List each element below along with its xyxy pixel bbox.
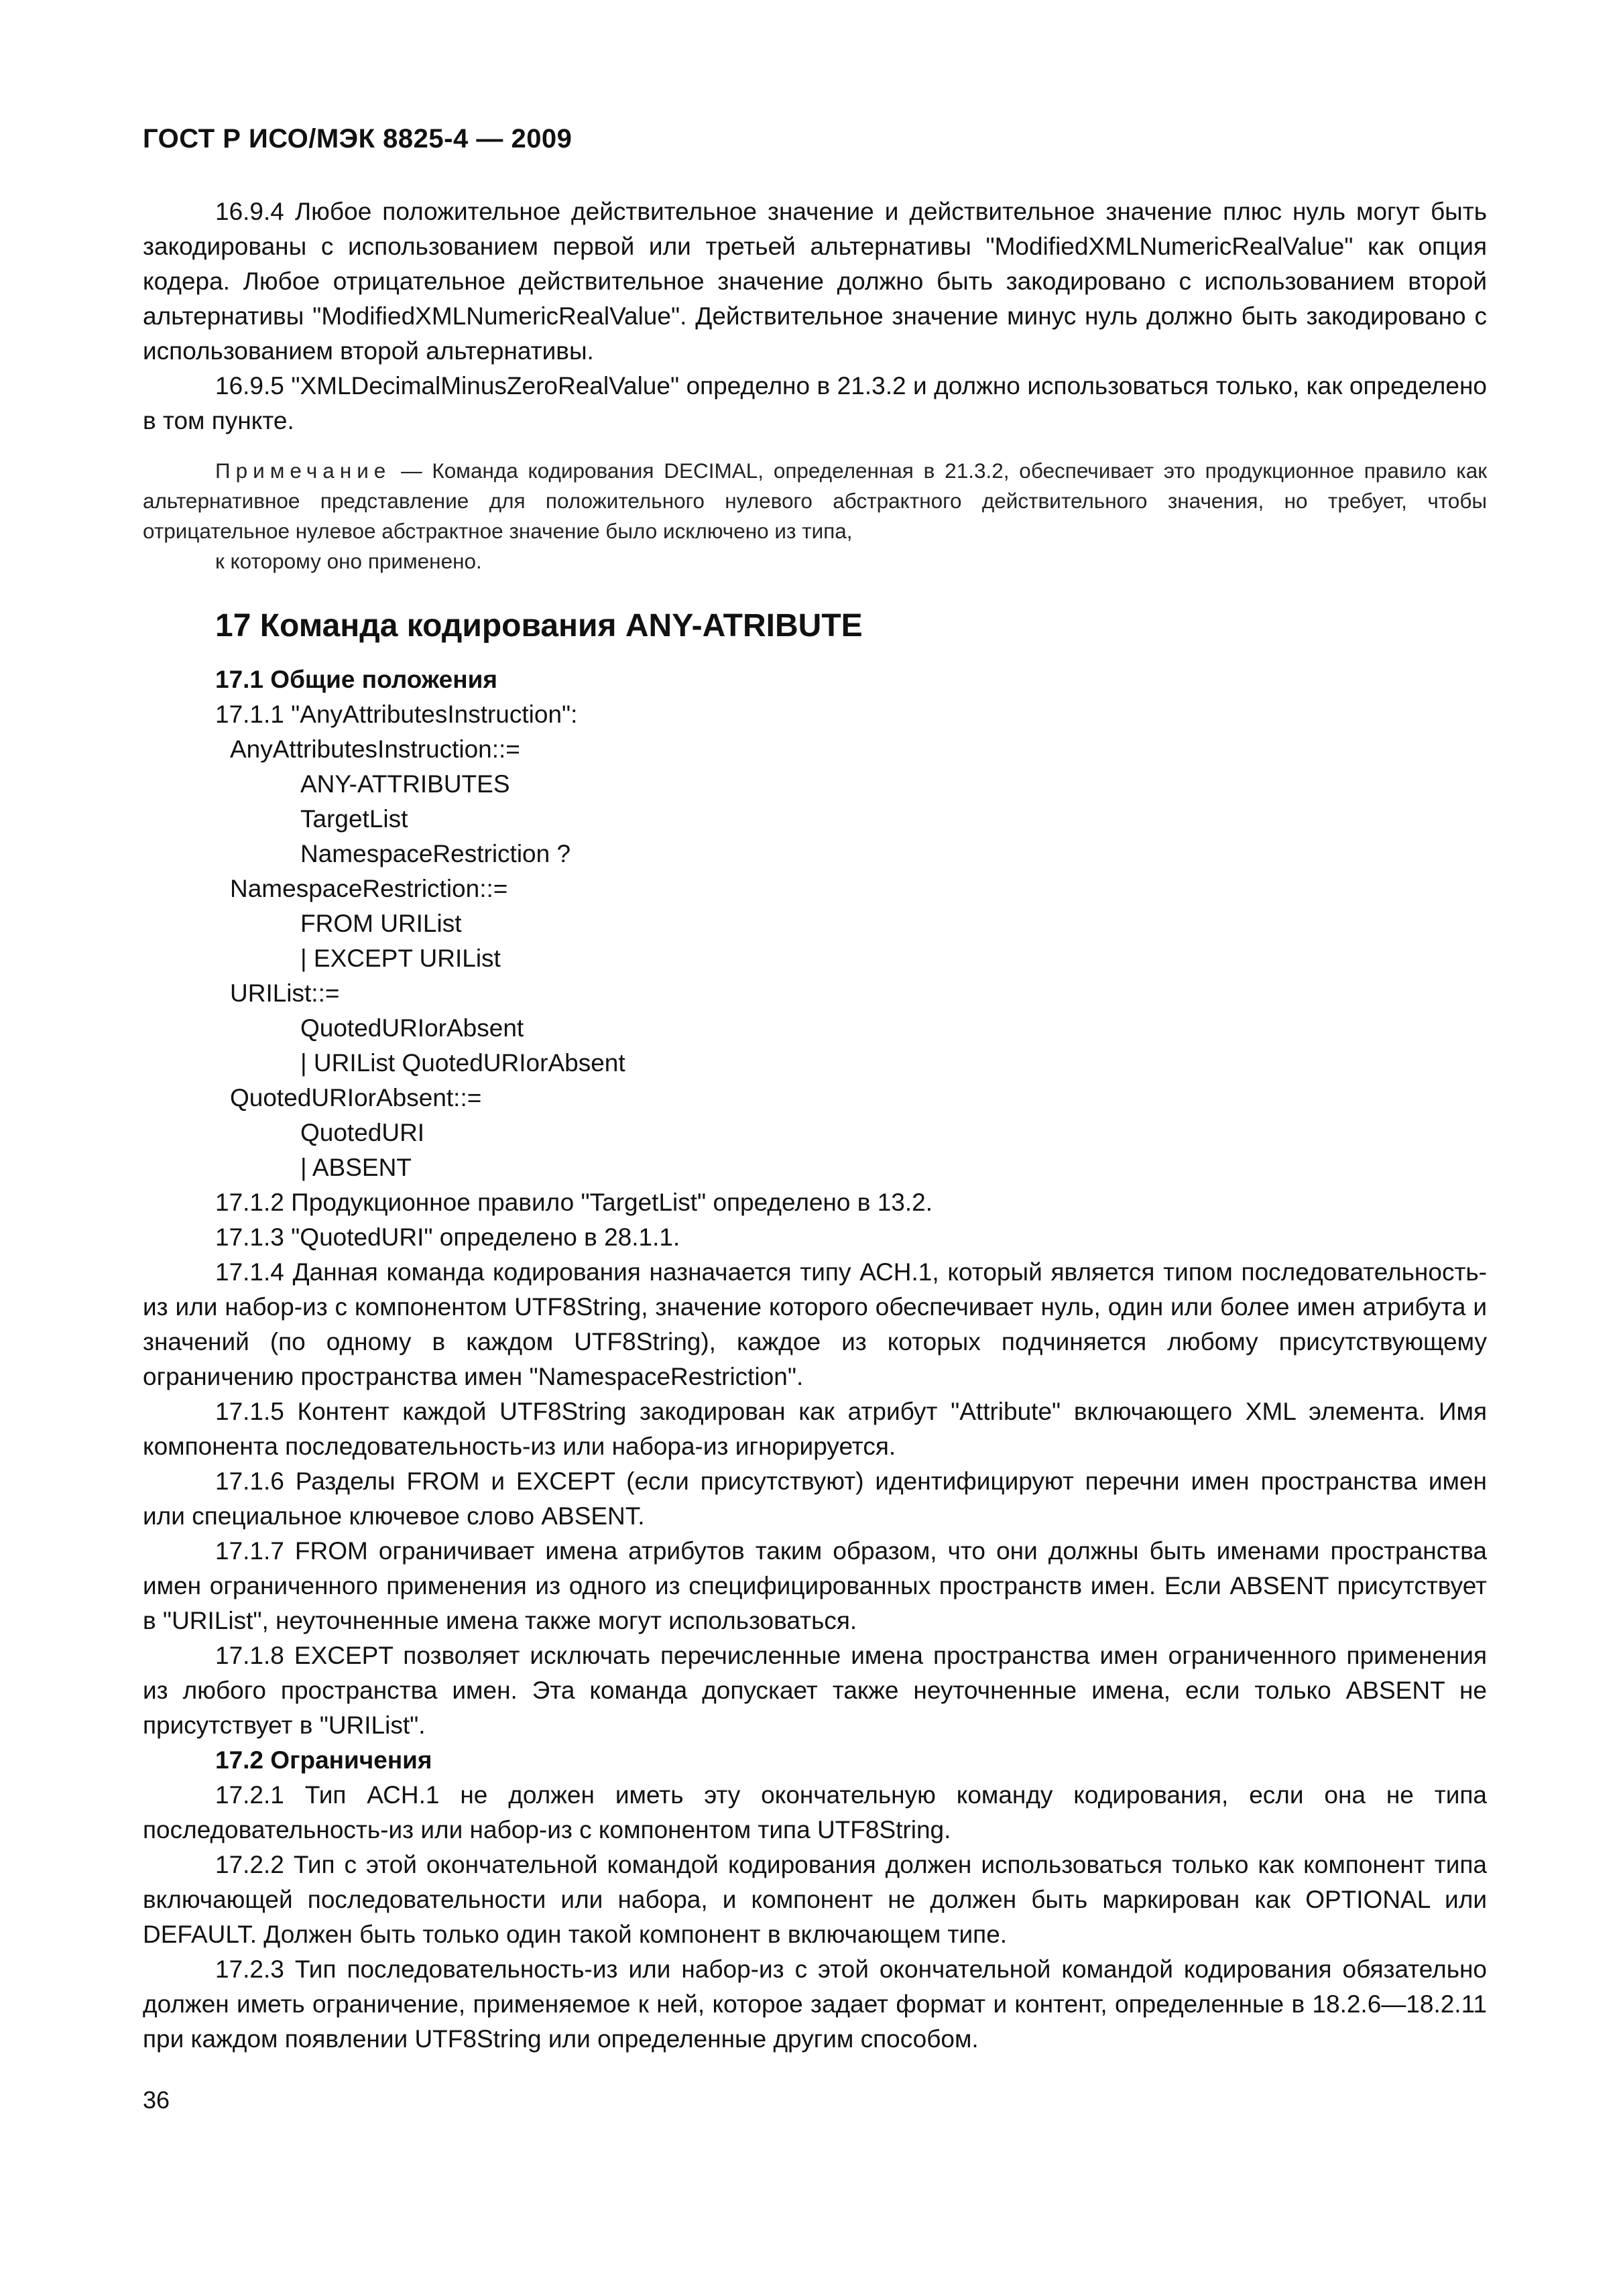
subsection-2-title: 17.2 Ограничения: [215, 1746, 432, 1774]
grammar-line: URIList::=: [230, 979, 340, 1007]
grammar-line: | URIList QuotedURIorAbsent: [300, 1049, 625, 1077]
paragraph-17-1-4: 17.1.4 Данная команда кодирования назначается типу АСН.1, который является типом последовательность-из или набор-из с компонентом UTF8String, значение которого обеспечивает нуль, один или более имен атрибута и значений (по одному в каждом UTF8String), каждое из которых подчиняется любому присутствующему ограничению пространства имен "NamespaceRestriction".: [143, 1258, 1487, 1390]
subsection-1-title: 17.1 Общие положения: [215, 666, 497, 693]
grammar-line: FROM URIList: [300, 910, 462, 937]
paragraph-17-2-2: 17.2.2 Тип с этой окончательной командой кодирования должен использоваться только как компонент типа включающей последовательности или набора, и компонент не должен быть маркирован как OPTIONAL или DEFAULT. Должен быть только один такой компонент в включающем типе.: [143, 1851, 1487, 1948]
note-tail: к которому оно применено.: [215, 549, 482, 573]
page-number: 36: [143, 2086, 170, 2114]
grammar-block: [143, 732, 1487, 1185]
paragraph-17-2-3: 17.2.3 Тип последовательность-из или набор-из с этой окончательной командой кодирования обязательно должен иметь ограничение, применяемое к ней, которое задает формат и контент, определенные в 18.2.6—18.2.11 при каждом появлении UTF8String или определенные другим способом.: [143, 1955, 1487, 2053]
paragraph-17-1-3: 17.1.3 "QuotedURI" определено в 28.1.1.: [215, 1223, 680, 1251]
note-block: [143, 456, 1487, 577]
grammar-line: NamespaceRestriction ?: [300, 840, 571, 867]
grammar-line: AnyAttributesInstruction::=: [230, 735, 520, 763]
note-label: Примечание: [215, 459, 392, 483]
grammar-line: | EXCEPT URIList: [300, 945, 501, 972]
page-body: [143, 194, 1487, 2057]
section-title: 17 Команда кодирования ANY-ATRIBUTE: [215, 608, 863, 644]
paragraph-16-9-5: 16.9.5 "XMLDecimalMinusZeroRealValue" определно в 21.3.2 и должно использоваться только, как определено в том пункте.: [143, 372, 1487, 434]
paragraph-17-1-6: 17.1.6 Разделы FROM и EXCEPT (если присутствуют) идентифицируют перечни имен пространства имен или специальное ключевое слово ABSENT.: [143, 1467, 1487, 1530]
grammar-line: TargetList: [300, 805, 408, 833]
document-header: ГОСТ Р ИСО/МЭК 8825-4 — 2009: [143, 124, 573, 154]
paragraph-17-1-1: 17.1.1 "AnyAttributesInstruction":: [215, 701, 578, 728]
grammar-line: QuotedURIorAbsent: [300, 1014, 524, 1042]
grammar-line: QuotedURIorAbsent::=: [230, 1084, 482, 1111]
note-text: — Команда кодирования DECIMAL, определенная в 21.3.2, обеспечивает это продукционное правило как альтернативное представление для положительного нулевого абстрактного действительного значения, но требует, чтобы отрицательное нулевое абстрактное значение было исключено из типа,: [143, 459, 1487, 543]
paragraph-17-1-5: 17.1.5 Контент каждой UTF8String закодирован как атрибут "Attribute" включающего XML элемента. Имя компонента последовательность-из или набора-из игнорируется.: [143, 1398, 1487, 1460]
paragraph-16-9-4: 16.9.4 Любое положительное действительное значение и действительное значение плюс нуль могут быть закодированы с использованием первой или третьей альтернативы "ModifiedXMLNumericRealValue" как опция кодера. Любое отрицательное действительное значение должно быть закодировано с использованием второй альтернативы "ModifiedXMLNumericRealValue". Действительное значение минус нуль должно быть закодировано с использованием второй альтернативы.: [143, 198, 1487, 365]
grammar-line: NamespaceRestriction::=: [230, 875, 508, 902]
paragraph-17-2-1: 17.2.1 Тип АСН.1 не должен иметь эту окончательную команду кодирования, если она не типа последовательность-из или набор-из с компонентом типа UTF8String.: [143, 1781, 1487, 1844]
grammar-line: | ABSENT: [300, 1154, 412, 1181]
paragraph-17-1-8: 17.1.8 EXCEPT позволяет исключать перечисленные имена пространства имен ограниченного применения из любого пространства имен. Эта команда допускает также неуточненные имена, если только ABSENT не присутствует в "URIList".: [143, 1642, 1487, 1739]
paragraph-17-1-2: 17.1.2 Продукционное правило "TargetList" определено в 13.2.: [215, 1189, 933, 1216]
paragraph-17-1-7: 17.1.7 FROM ограничивает имена атрибутов таким образом, что они должны быть именами пространства имен ограниченного применения из одного из специфицированных пространств имен. Если ABSENT присутствует в "URIList", неуточненные имена также могут использоваться.: [143, 1537, 1487, 1634]
grammar-line: ANY-ATTRIBUTES: [300, 770, 510, 798]
grammar-line: QuotedURI: [300, 1119, 425, 1146]
